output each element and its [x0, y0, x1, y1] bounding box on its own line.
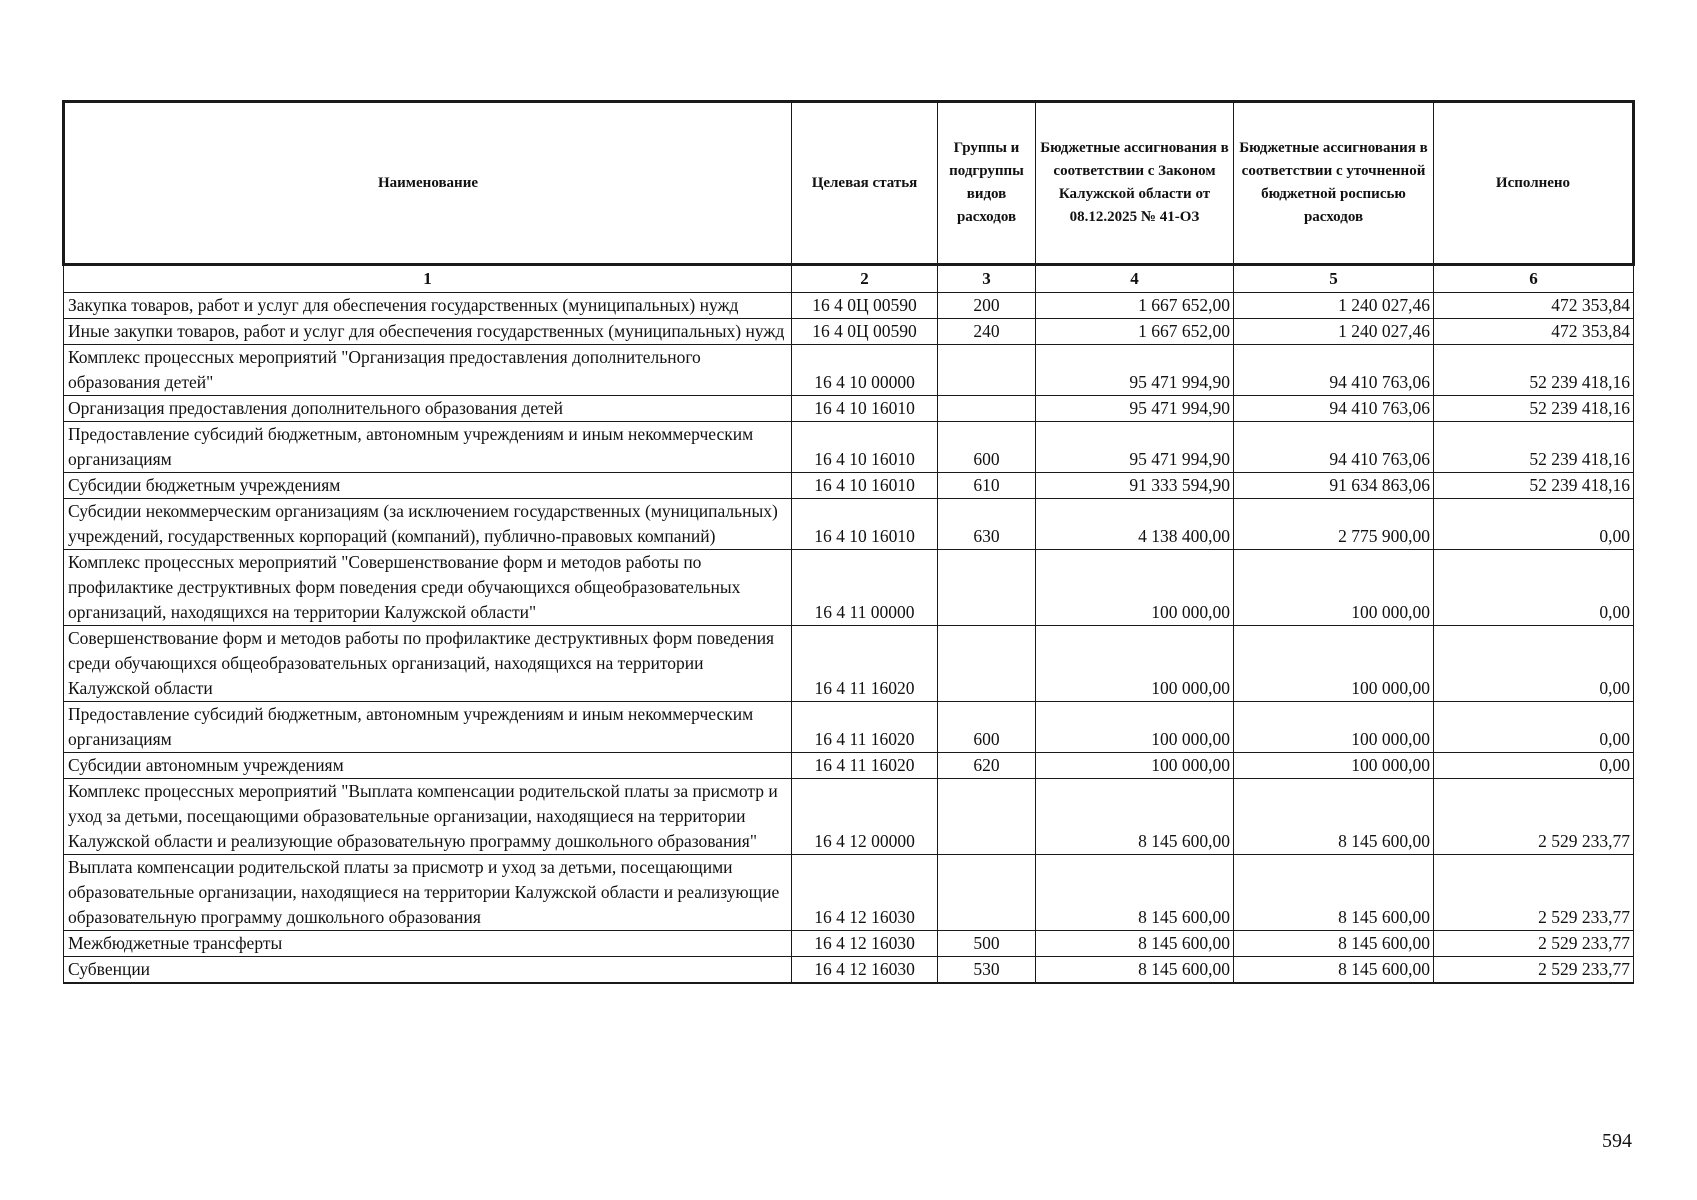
row-name: Субсидии бюджетным учреждениям	[64, 473, 792, 499]
row-executed-amount: 472 353,84	[1434, 293, 1634, 319]
row-executed-amount: 0,00	[1434, 626, 1634, 702]
row-name: Предоставление субсидий бюджетным, автономным учреждениям и иным некоммерческим организациям	[64, 702, 792, 753]
row-expense-group	[938, 779, 1036, 855]
column-number-row	[64, 265, 1634, 293]
row-law-amount: 8 145 600,00	[1036, 779, 1234, 855]
row-expense-group	[938, 396, 1036, 422]
row-refined-amount: 91 634 863,06	[1234, 473, 1434, 499]
row-refined-amount: 8 145 600,00	[1234, 931, 1434, 957]
row-expense-group: 600	[938, 702, 1036, 753]
table-row	[64, 293, 1634, 319]
column-number: 6	[1434, 265, 1634, 293]
row-refined-amount: 94 410 763,06	[1234, 396, 1434, 422]
row-expense-group: 200	[938, 293, 1036, 319]
row-refined-amount: 8 145 600,00	[1234, 779, 1434, 855]
row-executed-amount: 2 529 233,77	[1434, 931, 1634, 957]
row-executed-amount: 52 239 418,16	[1434, 345, 1634, 396]
row-name: Совершенствование форм и методов работы по профилактике деструктивных форм поведения среди обучающихся общеобразовательных организаций, находящихся на территории Калужской области	[64, 626, 792, 702]
header-row	[64, 102, 1634, 265]
row-target-article: 16 4 11 16020	[792, 753, 938, 779]
row-refined-amount: 100 000,00	[1234, 550, 1434, 626]
row-target-article: 16 4 0Ц 00590	[792, 293, 938, 319]
row-refined-amount: 94 410 763,06	[1234, 422, 1434, 473]
header-expense-groups: Группы и подгруппы видов расходов	[938, 102, 1036, 265]
row-executed-amount: 52 239 418,16	[1434, 396, 1634, 422]
row-target-article: 16 4 10 16010	[792, 473, 938, 499]
row-expense-group: 530	[938, 957, 1036, 984]
table-row	[64, 396, 1634, 422]
table-row	[64, 345, 1634, 396]
row-executed-amount: 2 529 233,77	[1434, 779, 1634, 855]
row-refined-amount: 8 145 600,00	[1234, 855, 1434, 931]
header-target-article: Целевая статья	[792, 102, 938, 265]
table-row	[64, 779, 1634, 855]
row-target-article: 16 4 12 16030	[792, 855, 938, 931]
table-row	[64, 702, 1634, 753]
row-name: Комплекс процессных мероприятий "Выплата компенсации родительской платы за присмотр и уход за детьми, посещающими образовательные организации, находящиеся на территории Калужской области и реализующие образовательную программу дошкольного образования"	[64, 779, 792, 855]
header-refined-allocations: Бюджетные ассигнования в соответствии с уточненной бюджетной росписью расходов	[1234, 102, 1434, 265]
table-row	[64, 422, 1634, 473]
row-law-amount: 100 000,00	[1036, 550, 1234, 626]
table-row	[64, 931, 1634, 957]
header-executed: Исполнено	[1434, 102, 1634, 265]
row-name: Межбюджетные трансферты	[64, 931, 792, 957]
table-row	[64, 957, 1634, 984]
row-expense-group: 620	[938, 753, 1036, 779]
table-body	[64, 293, 1634, 984]
column-number: 3	[938, 265, 1036, 293]
row-executed-amount: 0,00	[1434, 702, 1634, 753]
row-target-article: 16 4 11 16020	[792, 626, 938, 702]
table-row	[64, 855, 1634, 931]
row-target-article: 16 4 12 16030	[792, 931, 938, 957]
header-law-allocations: Бюджетные ассигнования в соответствии с Законом Калужской области от 08.12.2025 № 41-ОЗ	[1036, 102, 1234, 265]
row-target-article: 16 4 12 16030	[792, 957, 938, 984]
row-law-amount: 100 000,00	[1036, 753, 1234, 779]
row-refined-amount: 1 240 027,46	[1234, 293, 1434, 319]
row-law-amount: 1 667 652,00	[1036, 319, 1234, 345]
row-refined-amount: 100 000,00	[1234, 626, 1434, 702]
row-target-article: 16 4 0Ц 00590	[792, 319, 938, 345]
row-law-amount: 100 000,00	[1036, 702, 1234, 753]
column-number: 5	[1234, 265, 1434, 293]
row-expense-group: 600	[938, 422, 1036, 473]
row-expense-group	[938, 626, 1036, 702]
row-name: Комплекс процессных мероприятий "Совершенствование форм и методов работы по профилактике деструктивных форм поведения среди обучающихся общеобразовательных организаций, находящихся на территории Калужской области"	[64, 550, 792, 626]
row-law-amount: 8 145 600,00	[1036, 931, 1234, 957]
row-executed-amount: 0,00	[1434, 753, 1634, 779]
row-law-amount: 95 471 994,90	[1036, 345, 1234, 396]
row-refined-amount: 8 145 600,00	[1234, 957, 1434, 984]
header-name: Наименование	[64, 102, 792, 265]
row-refined-amount: 100 000,00	[1234, 702, 1434, 753]
row-expense-group	[938, 550, 1036, 626]
row-refined-amount: 1 240 027,46	[1234, 319, 1434, 345]
row-target-article: 16 4 11 16020	[792, 702, 938, 753]
row-expense-group	[938, 855, 1036, 931]
row-law-amount: 91 333 594,90	[1036, 473, 1234, 499]
row-target-article: 16 4 10 16010	[792, 422, 938, 473]
row-expense-group: 610	[938, 473, 1036, 499]
row-target-article: 16 4 10 16010	[792, 499, 938, 550]
row-law-amount: 1 667 652,00	[1036, 293, 1234, 319]
row-executed-amount: 2 529 233,77	[1434, 855, 1634, 931]
row-executed-amount: 52 239 418,16	[1434, 473, 1634, 499]
table-row	[64, 319, 1634, 345]
row-expense-group: 240	[938, 319, 1036, 345]
row-name: Субсидии некоммерческим организациям (за исключением государственных (муниципальных) учреждений, государственных корпораций (компаний), публично-правовых компаний)	[64, 499, 792, 550]
table-row	[64, 473, 1634, 499]
row-executed-amount: 0,00	[1434, 550, 1634, 626]
table-row	[64, 499, 1634, 550]
row-name: Предоставление субсидий бюджетным, автономным учреждениям и иным некоммерческим организациям	[64, 422, 792, 473]
row-law-amount: 8 145 600,00	[1036, 855, 1234, 931]
column-number: 1	[64, 265, 792, 293]
row-target-article: 16 4 12 00000	[792, 779, 938, 855]
row-law-amount: 100 000,00	[1036, 626, 1234, 702]
row-name: Субсидии автономным учреждениям	[64, 753, 792, 779]
row-executed-amount: 2 529 233,77	[1434, 957, 1634, 984]
row-law-amount: 4 138 400,00	[1036, 499, 1234, 550]
row-target-article: 16 4 10 00000	[792, 345, 938, 396]
page-number: 594	[1602, 1130, 1632, 1152]
table-row	[64, 753, 1634, 779]
row-target-article: 16 4 11 00000	[792, 550, 938, 626]
row-name: Субвенции	[64, 957, 792, 984]
row-expense-group: 500	[938, 931, 1036, 957]
row-refined-amount: 100 000,00	[1234, 753, 1434, 779]
table-row	[64, 626, 1634, 702]
row-executed-amount: 0,00	[1434, 499, 1634, 550]
row-law-amount: 95 471 994,90	[1036, 396, 1234, 422]
row-refined-amount: 2 775 900,00	[1234, 499, 1434, 550]
row-refined-amount: 94 410 763,06	[1234, 345, 1434, 396]
table-row	[64, 550, 1634, 626]
row-name: Комплекс процессных мероприятий "Организация предоставления дополнительного образования детей"	[64, 345, 792, 396]
budget-table	[62, 100, 1635, 984]
row-law-amount: 8 145 600,00	[1036, 957, 1234, 984]
row-name: Организация предоставления дополнительного образования детей	[64, 396, 792, 422]
row-name: Закупка товаров, работ и услуг для обеспечения государственных (муниципальных) нужд	[64, 293, 792, 319]
row-executed-amount: 472 353,84	[1434, 319, 1634, 345]
row-expense-group: 630	[938, 499, 1036, 550]
budget-document	[62, 100, 1632, 984]
column-number: 2	[792, 265, 938, 293]
row-law-amount: 95 471 994,90	[1036, 422, 1234, 473]
row-target-article: 16 4 10 16010	[792, 396, 938, 422]
row-name: Выплата компенсации родительской платы за присмотр и уход за детьми, посещающими образовательные организации, находящиеся на территории Калужской области и реализующие образовательную программу дошкольного образования	[64, 855, 792, 931]
column-number: 4	[1036, 265, 1234, 293]
row-expense-group	[938, 345, 1036, 396]
row-executed-amount: 52 239 418,16	[1434, 422, 1634, 473]
row-name: Иные закупки товаров, работ и услуг для обеспечения государственных (муниципальных) нужд	[64, 319, 792, 345]
